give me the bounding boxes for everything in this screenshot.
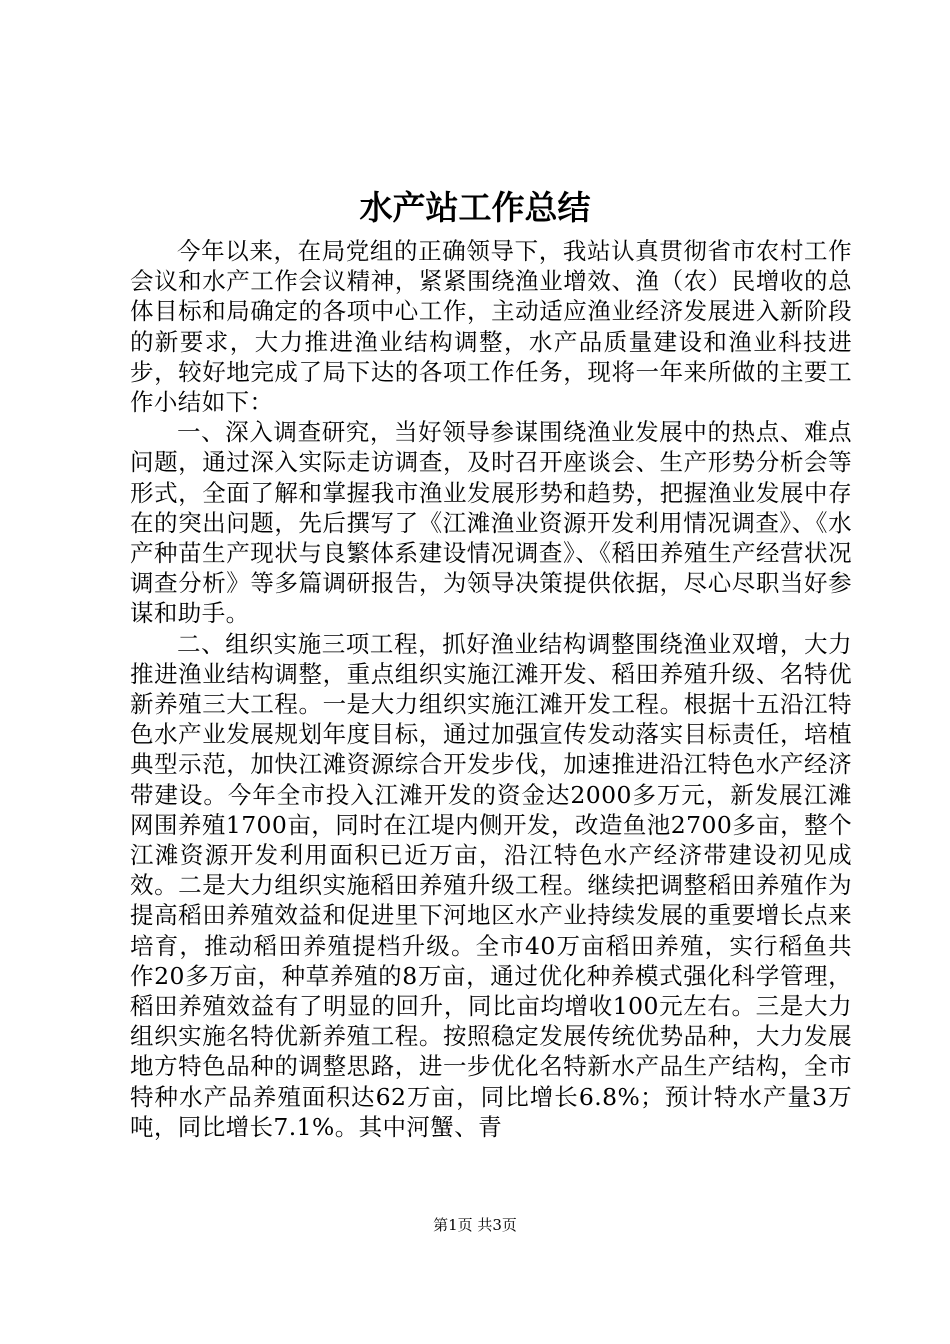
- page-number: 第1页: [433, 1216, 473, 1234]
- page-total: 共3页: [477, 1216, 517, 1234]
- section-two-paragraph: 二、组织实施三项工程，抓好渔业结构调整围绕渔业双增，大力推进渔业结构调整，重点组织实施江滩开发、稻田养殖升级、名特优新养殖三大工程。一是大力组织实施江滩开发工程。根据十五沿江特色水产业发展规划年度目标，通过加强宣传发动落实目标责任，培植典型示范，加快江滩资源综合开发步伐，加速推进沿江特色水产经济带建设。今年全市投入江滩开发的资金达2000多万元，新发展江滩网围养殖1700亩，同时在江堤内侧开发，改造鱼池2700多亩，整个江滩资源开发利用面积已近万亩，沿江特色水产经济带建设初见成效。二是大力组织实施稻田养殖升级工程。继续把调整稻田养殖作为提高稻田养殖效益和促进里下河地区水产业持续发展的重要增长点来培育，推动稻田养殖提档升级。全市40万亩稻田养殖，实行稻鱼共作20多万亩，种草养殖的8万亩，通过优化种养模式强化科学管理，稻田养殖效益有了明显的回升，同比亩均增收100元左右。三是大力组织实施名特优新养殖工程。按照稳定发展传统优势品种，大力发展地方特色品种的调整思路，进一步优化名特新水产品生产结构，全市特种水产品养殖面积达62万亩，同比增长6.8%；预计特水产量3万吨，同比增长7.1%。其中河蟹、青: [130, 629, 852, 1141]
- document-title: 水产站工作总结: [359, 188, 591, 227]
- intro-paragraph: 今年以来，在局党组的正确领导下，我站认真贯彻省市农村工作会议和水产工作会议精神，紧紧围绕渔业增效、渔（农）民增收的总体目标和局确定的各项中心工作，主动适应渔业经济发展进入新阶段的新要求，大力推进渔业结构调整，水产品质量建设和渔业科技进步，较好地完成了局下达的各项工作任务，现将一年来所做的主要工作小结如下：: [130, 237, 852, 417]
- document-body: [130, 236, 852, 1142]
- section-one-paragraph: 一、深入调查研究，当好领导参谋围绕渔业发展中的热点、难点问题，通过深入实际走访调查，及时召开座谈会、生产形势分析会等形式，全面了解和掌握我市渔业发展形势和趋势，把握渔业发展中存在的突出问题，先后撰写了《江滩渔业资源开发利用情况调查》、《水产种苗生产现状与良繁体系建设情况调查》、《稻田养殖生产经营状况调查分析》等多篇调研报告，为领导决策提供依据，尽心尽职当好参谋和助手。: [130, 418, 852, 628]
- page-footer: [0, 1215, 950, 1235]
